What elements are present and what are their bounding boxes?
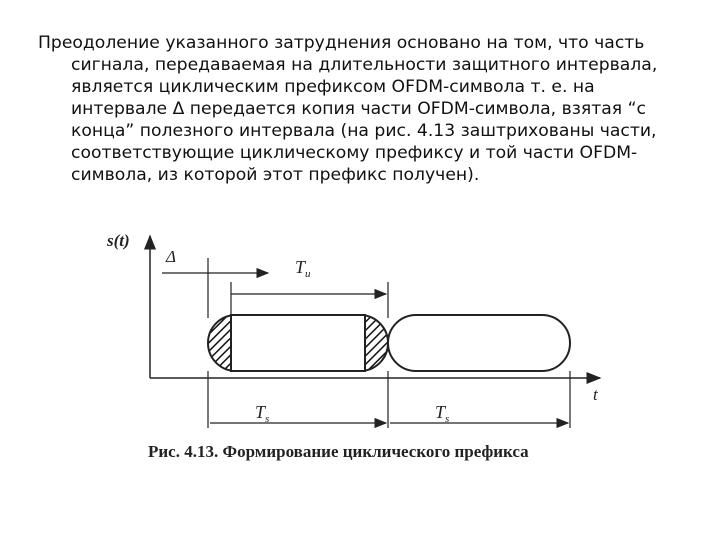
paragraph-line: является циклическим префиксом OFDM-символа т. е. на — [71, 77, 595, 97]
paragraph-line: интервале Δ передается копия части OFDM-символа, взятая “с — [71, 99, 646, 119]
tu-label-subscript: u — [305, 268, 311, 280]
ts-label-2-main: T — [435, 402, 446, 422]
y-axis-label: s(t) — [107, 231, 130, 250]
cyclic-prefix-diagram — [95, 218, 625, 468]
ofdm-symbol-2 — [388, 315, 570, 371]
ts-label-1-subscript: s — [265, 413, 270, 425]
ts-label-2 — [435, 402, 449, 425]
delta-label: Δ — [166, 247, 176, 266]
tu-label — [295, 257, 311, 280]
figure-caption: Рис. 4.13. Формирование циклического префикса — [148, 442, 529, 461]
diagram-svg — [95, 218, 625, 468]
body-paragraph — [38, 32, 698, 186]
ts-label-2-subscript: s — [445, 413, 450, 425]
paragraph-line: символа, из которой этот префикс получен). — [71, 165, 480, 185]
tu-label-main: T — [295, 257, 306, 277]
ts-label-1-main: T — [255, 402, 266, 422]
paragraph-line: конца” полезного интервала (на рис. 4.13 заштрихованы части, — [71, 121, 657, 141]
paragraph-line: Преодоление указанного затруднения основано на том, что часть — [38, 33, 645, 53]
ofdm-symbol-1-useful-interval — [231, 315, 365, 371]
paragraph-line: соответствующие циклическому префиксу и той части OFDM- — [71, 143, 638, 163]
paragraph-line: сигнала, передаваемая на длительности защитного интервала, — [71, 55, 658, 75]
x-axis-label: t — [593, 385, 598, 404]
ts-label-1 — [255, 402, 269, 425]
